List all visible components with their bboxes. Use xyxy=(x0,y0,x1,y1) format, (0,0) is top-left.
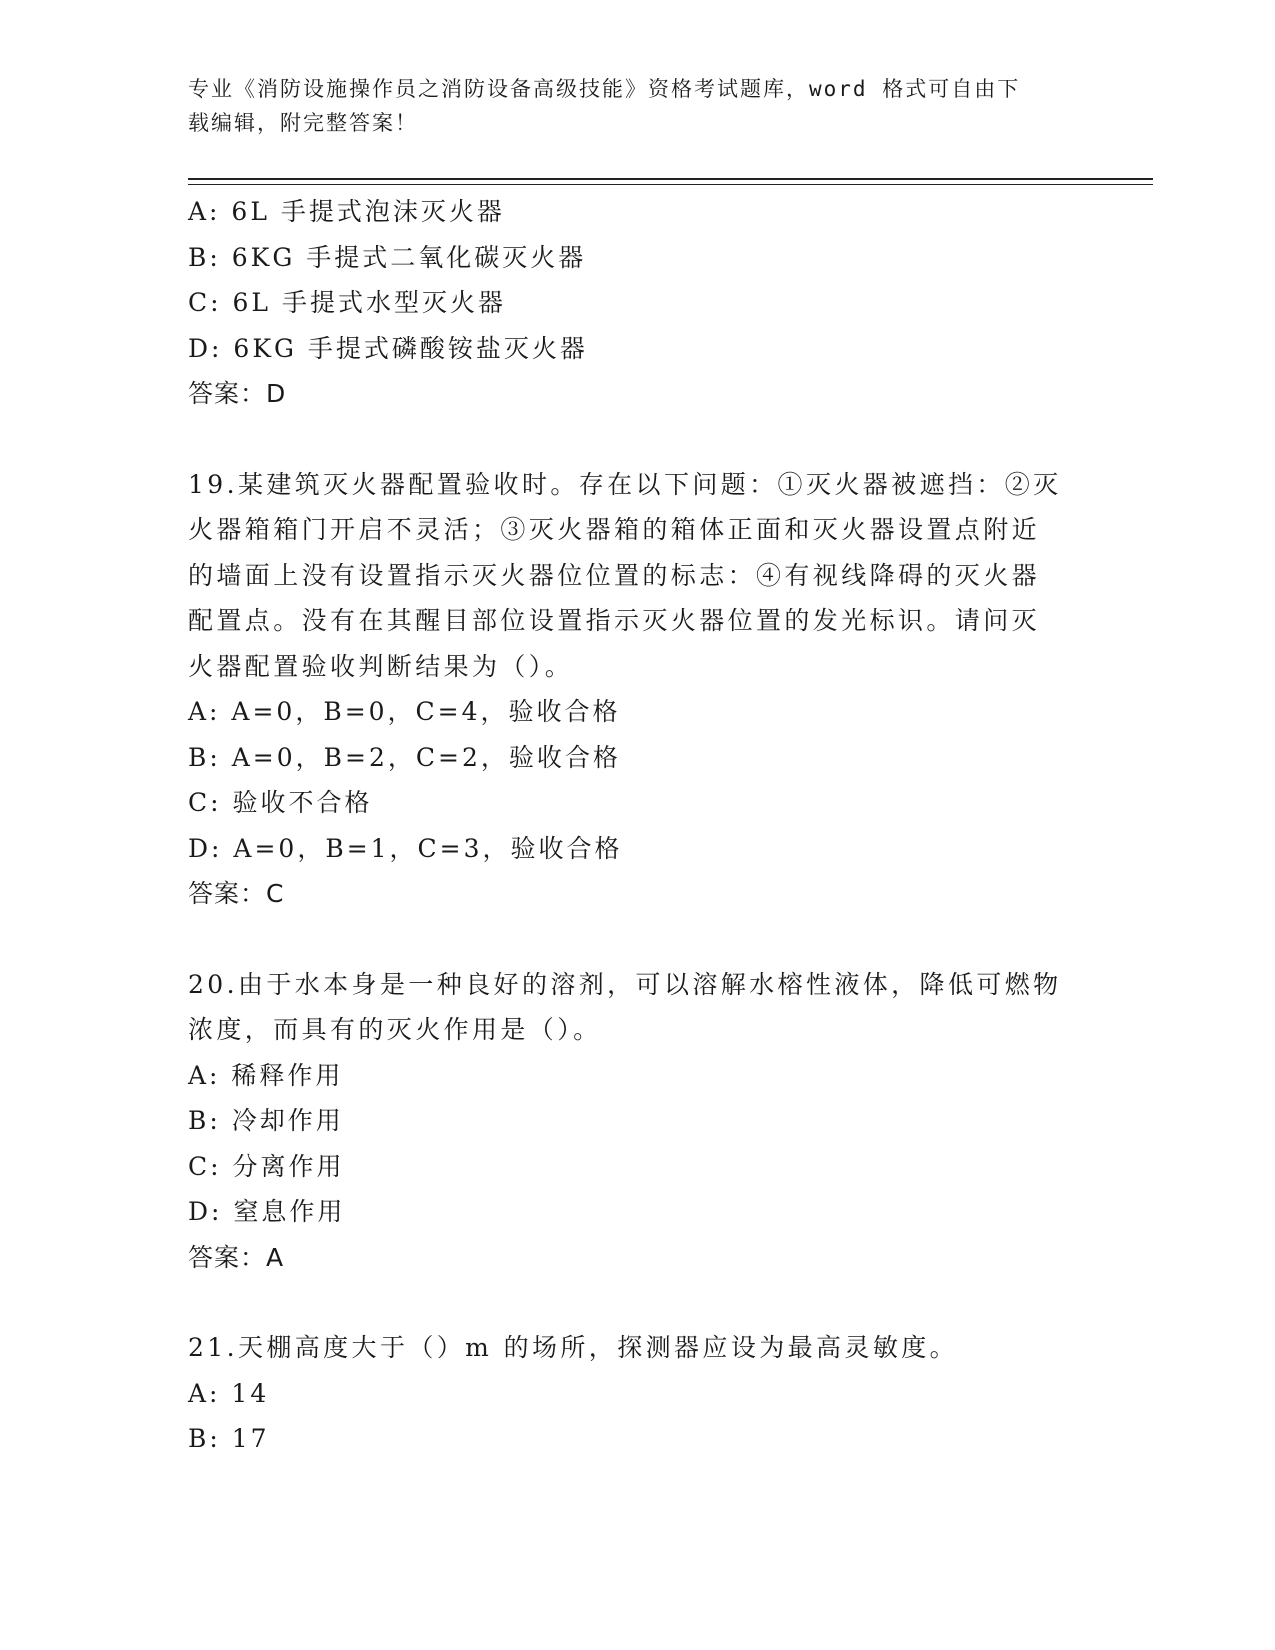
option-a: A: A=0，B=0，C=4，验收合格 xyxy=(188,697,621,726)
document-page xyxy=(188,72,1148,1462)
stem-line: 19.某建筑灭火器配置验收时。存在以下问题：①灭火器被遮挡：②灭 xyxy=(188,469,1062,499)
option-a: A: 6L 手提式泡沫灭火器 xyxy=(188,197,505,226)
question-20 xyxy=(188,962,1148,1281)
stem-line: 火器箱箱门开启不灵活；③灭火器箱的箱体正面和灭火器设置点附近 xyxy=(188,515,1041,544)
option-d: D: A=0，B=1，C=3，验收合格 xyxy=(188,833,623,863)
answer: 答案：C xyxy=(188,879,285,908)
question-stem xyxy=(188,462,1078,690)
stem-line: 浓度，而具有的灭火作用是（）。 xyxy=(188,1015,602,1044)
question-stem xyxy=(188,962,1078,1053)
stem-line: 火器配置验收判断结果为（）。 xyxy=(188,651,574,681)
header-line-1: 专业《消防设施操作员之消防设备高级技能》资格考试题库，word 格式可自由下 xyxy=(188,77,1021,101)
stem-line: 配置点。没有在其醒目部位设置指示灭火器位置的发光标识。请问灭 xyxy=(188,606,1041,635)
option-d: D: 6KG 手提式磷酸铵盐灭火器 xyxy=(188,333,588,363)
option-b: B: A=0，B=2，C=2，验收合格 xyxy=(188,742,621,772)
question-stem xyxy=(188,1325,1078,1371)
option-a: A: 14 xyxy=(188,1378,270,1408)
question-21 xyxy=(188,1325,1148,1462)
spacer xyxy=(188,417,1148,462)
question-19 xyxy=(188,462,1148,917)
option-b: B: 6KG 手提式二氧化碳灭火器 xyxy=(188,242,587,272)
header-line-2: 载编辑，附完整答案！ xyxy=(188,111,418,135)
stem-line: 20.由于水本身是一种良好的溶剂，可以溶解水榕性液体，降低可燃物 xyxy=(188,969,1062,999)
spacer xyxy=(188,917,1148,962)
option-c: C: 验收不合格 xyxy=(188,788,373,817)
answer: 答案：D xyxy=(188,379,287,408)
option-b: B: 17 xyxy=(188,1424,270,1453)
stem-line: 21.天棚高度大于（）m 的场所，探测器应设为最高灵敏度。 xyxy=(188,1333,959,1362)
header-divider xyxy=(188,178,1153,185)
option-d: D: 窒息作用 xyxy=(188,1197,346,1226)
stem-line: 的墙面上没有设置指示灭火器位位置的标志：④有视线降碍的灭火器 xyxy=(188,560,1041,590)
answer: 答案：A xyxy=(188,1242,285,1272)
document-header xyxy=(188,72,1078,140)
option-b: B: 冷却作用 xyxy=(188,1106,344,1135)
option-c: C: 分离作用 xyxy=(188,1151,345,1181)
option-a: A: 稀释作用 xyxy=(188,1060,344,1090)
question-18 xyxy=(188,189,1148,417)
spacer xyxy=(188,1280,1148,1325)
option-c: C: 6L 手提式水型灭火器 xyxy=(188,288,506,317)
